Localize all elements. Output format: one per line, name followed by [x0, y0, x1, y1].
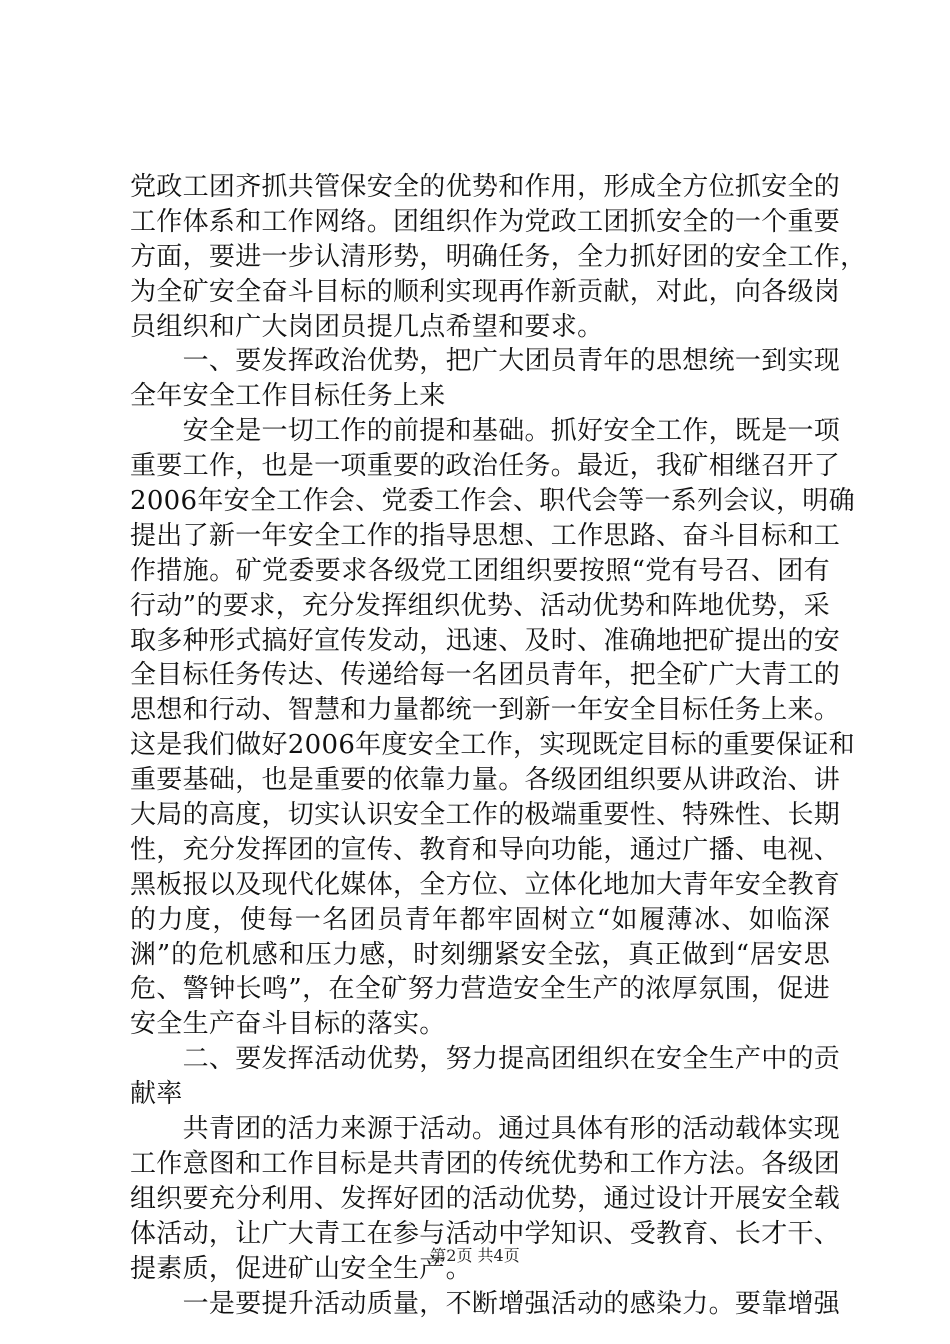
- text-line: 员组织和广大岗团员提几点希望和要求。: [130, 311, 604, 342]
- text-line: 全年安全工作目标任务上来: [130, 381, 446, 412]
- document-body: [130, 170, 867, 1321]
- text-line: 性，充分发挥团的宣传、教育和导向功能，通过广播、电视、: [130, 834, 841, 865]
- text-line: 组织要充分利用、发挥好团的活动优势，通过设计开展安全载: [130, 1183, 841, 1214]
- text-line: 为全矿安全奋斗目标的顺利实现再作新贡献，对此，向各级岗: [130, 276, 841, 307]
- text-line: 重要工作，也是一项重要的政治任务。最近，我矿相继召开了: [130, 451, 841, 482]
- text-line: 安全是一切工作的前提和基础。抓好安全工作，既是一项: [130, 416, 841, 447]
- text-line: 行动”的要求，充分发挥组织优势、活动优势和阵地优势，采: [130, 590, 830, 621]
- text-line: 重要基础，也是重要的依靠力量。各级团组织要从讲政治、讲: [130, 765, 841, 796]
- page-number-footer: 第2页 共4页: [430, 1246, 520, 1265]
- text-line: 大局的高度，切实认识安全工作的极端重要性、特殊性、长期: [130, 800, 841, 831]
- text-line: 党政工团齐抓共管保安全的优势和作用，形成全方位抓安全的: [130, 172, 841, 202]
- text-line: 全目标任务传达、传递给每一名团员青年，把全矿广大青工的: [130, 660, 841, 691]
- text-line: 提出了新一年安全工作的指导思想、工作思路、奋斗目标和工: [130, 520, 841, 551]
- text-line: 工作意图和工作目标是共青团的传统优势和工作方法。各级团: [130, 1148, 841, 1179]
- text-line: 献率: [130, 1079, 183, 1110]
- text-line: 体活动，让广大青工在参与活动中学知识、受教育、长才干、: [130, 1218, 841, 1249]
- text-line: 这是我们做好2006年度安全工作，实现既定目标的重要保证和: [130, 730, 855, 761]
- text-line: 二、要发挥活动优势，努力提高团组织在安全生产中的贡: [130, 1044, 841, 1075]
- text-line: 2006年安全工作会、党委工作会、职代会等一系列会议，明确: [130, 486, 855, 517]
- text-line: 危、警钟长鸣”，在全矿努力营造安全生产的浓厚氛围，促进: [130, 974, 830, 1005]
- text-line: 方面，要进一步认清形势，明确任务，全力抓好团的安全工作，: [130, 241, 867, 272]
- text-line: 的力度，使每一名团员青年都牢固树立“如履薄冰、如临深: [130, 904, 830, 935]
- text-line: 共青团的活力来源于活动。通过具体有形的活动载体实现: [130, 1114, 841, 1145]
- text-line: 取多种形式搞好宣传发动，迅速、及时、准确地把矿提出的安: [130, 625, 841, 656]
- text-line: 一是要提升活动质量，不断增强活动的感染力。要靠增强: [130, 1288, 841, 1319]
- text-line: 作措施。矿党委要求各级党工团组织要按照“党有号召、团有: [130, 555, 830, 586]
- text-line: 工作体系和工作网络。团组织作为党政工团抓安全的一个重要: [130, 206, 841, 237]
- text-line: 一、要发挥政治优势，把广大团员青年的思想统一到实现: [130, 346, 841, 377]
- text-line: 提素质，促进矿山安全生产。: [130, 1253, 472, 1284]
- text-line: 渊”的危机感和压力感，时刻绷紧安全弦，真正做到“居安思: [130, 939, 830, 970]
- text-line: 思想和行动、智慧和力量都统一到新一年安全目标任务上来。: [130, 695, 841, 726]
- text-line: 黑板报以及现代化媒体，全方位、立体化地加大青年安全教育: [130, 869, 841, 900]
- text-line: 安全生产奋斗目标的落实。: [130, 1009, 446, 1040]
